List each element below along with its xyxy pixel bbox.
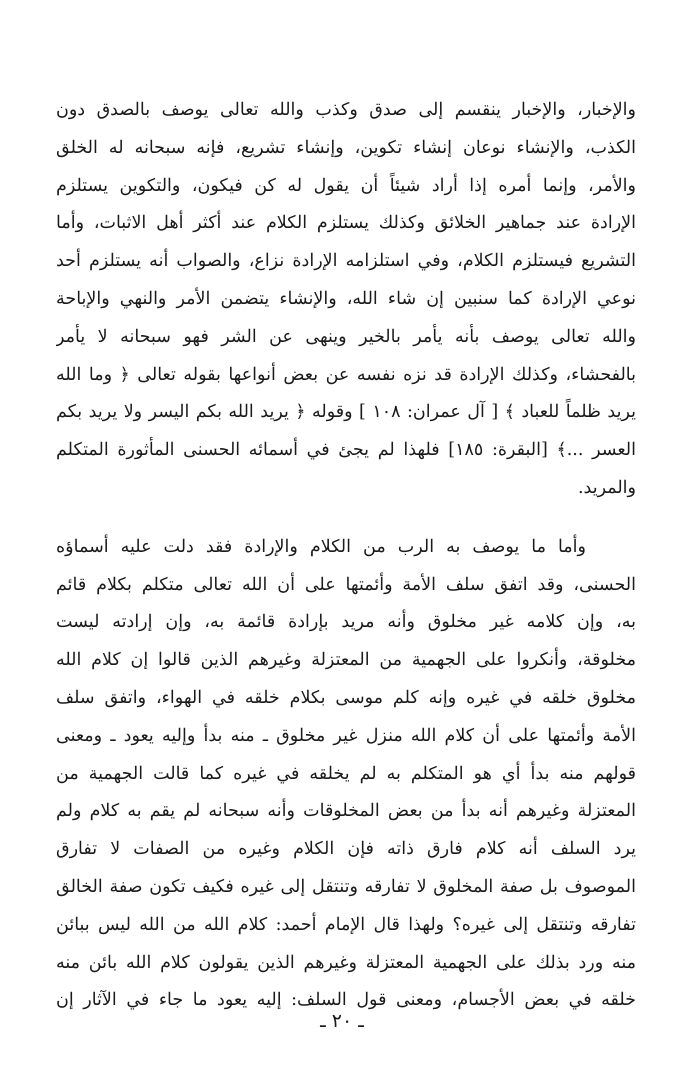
paragraph-2 — [56, 529, 636, 1020]
page-body — [56, 92, 636, 1020]
text-line: والإخبار، والإخبار ينقسم إلى صدق وكذب والله تعالى يوصف بالصدق دون — [56, 100, 636, 120]
text-line: الأمة وأئمتها على أن كلام الله منزل غير مخلوق ـ منه بدأ وإليه يعود ـ ومعنى — [56, 725, 636, 746]
text-line: بالفحشاء، وكذلك الإرادة قد نزه نفسه عن بعض أنواعها بقوله تعالى ﴿ وما الله — [56, 364, 636, 385]
text-line: تفارقه وتنتقل إلى غيره؟ ولهذا قال الإمام أحمد: كلام الله من الله ليس ببائن — [56, 914, 636, 935]
text-line: خلقه في بعض الأجسام، ومعنى قول السلف: إليه يعود ما جاء في الآثار إن — [56, 990, 636, 1011]
text-line: وأما ما يوصف به الرب من الكلام والإرادة فقد دلت عليه أسماؤه — [56, 536, 586, 557]
text-line: التشريع فيستلزم الكلام، وفي استلزامه الإرادة نزاع، والصواب أنه يستلزم أحد — [56, 251, 636, 272]
text-line: يريد ظلماً للعباد ﴾ [ آل عمران: ١٠٨ ] وقوله ﴿ يريد الله بكم اليسر ولا يريد بكم — [56, 402, 636, 423]
text-line: والمريد. — [577, 477, 636, 498]
text-line: العسر ...﴾ [البقرة: ١٨٥] فلهذا لم يجئ في أسمائه الحسنى المأثورة المتكلم — [56, 440, 636, 461]
text-line: يرد السلف أنه كلام فارق ذاته فإن الكلام وغيره من الصفات لا تفارق — [56, 839, 636, 860]
text-line: المعتزلة وغيرهم أنه بدأ من بعض المخلوقات وأنه سبحانه لم يقم به كلام ولم — [56, 801, 636, 822]
text-line: قولهم منه بدأ أي هو المتكلم به لم يخلقه في غيره كما قالت الجهمية من — [56, 763, 636, 784]
text-line: الموصوف بل صفة المخلوق لا تفارقه وتنتقل إلى غيره فكيف تكون صفة الخالق — [56, 876, 636, 897]
text-line: به، وإن كلامه غير مخلوق وأنه مريد بإرادة قائمة به، وإن إرادته ليست — [56, 612, 636, 633]
text-line: والأمر، وإنما أمره إذا أراد شيئاً أن يقول له كن فيكون، والتكوين يستلزم — [56, 175, 636, 196]
text-line: الإرادة عند جماهير الخلائق وكذلك يستلزم الكلام عند أكثر أهل الاثبات، وأما — [56, 213, 636, 234]
text-line: مخلوق خلقه في غيره وإنه كلم موسى بكلام خلقه في الهواء، واتفق سلف — [56, 687, 636, 708]
page-number: ـ ٢٠ ـ — [320, 1010, 364, 1032]
text-line: والله تعالى يوصف بأنه يأمر بالخير وينهى عن الشر فهو سبحانه لا يأمر — [56, 326, 636, 347]
text-line: منه ورد بذلك على الجهمية المعتزلة وغيرهم الذين يقولون كلام الله بائن منه — [56, 952, 636, 973]
text-line: مخلوقة، وأنكروا على الجهمية من المعتزلة وغيرهم الذين قالوا إن كلام الله — [56, 650, 636, 671]
text-line: نوعي الإرادة كما سنبين إن شاء الله، والإنشاء يتضمن الأمر والنهي والإباحة — [56, 288, 636, 309]
paragraph-1 — [56, 92, 636, 508]
text-line: الكذب، والإنشاء نوعان إنشاء تكوين، وإنشاء تشريع، فإنه سبحانه له الخلق — [56, 137, 636, 158]
text-line: الحسنى، وقد اتفق سلف الأمة وأئمتها على أن الله تعالى متكلم بكلام قائم — [56, 574, 636, 595]
